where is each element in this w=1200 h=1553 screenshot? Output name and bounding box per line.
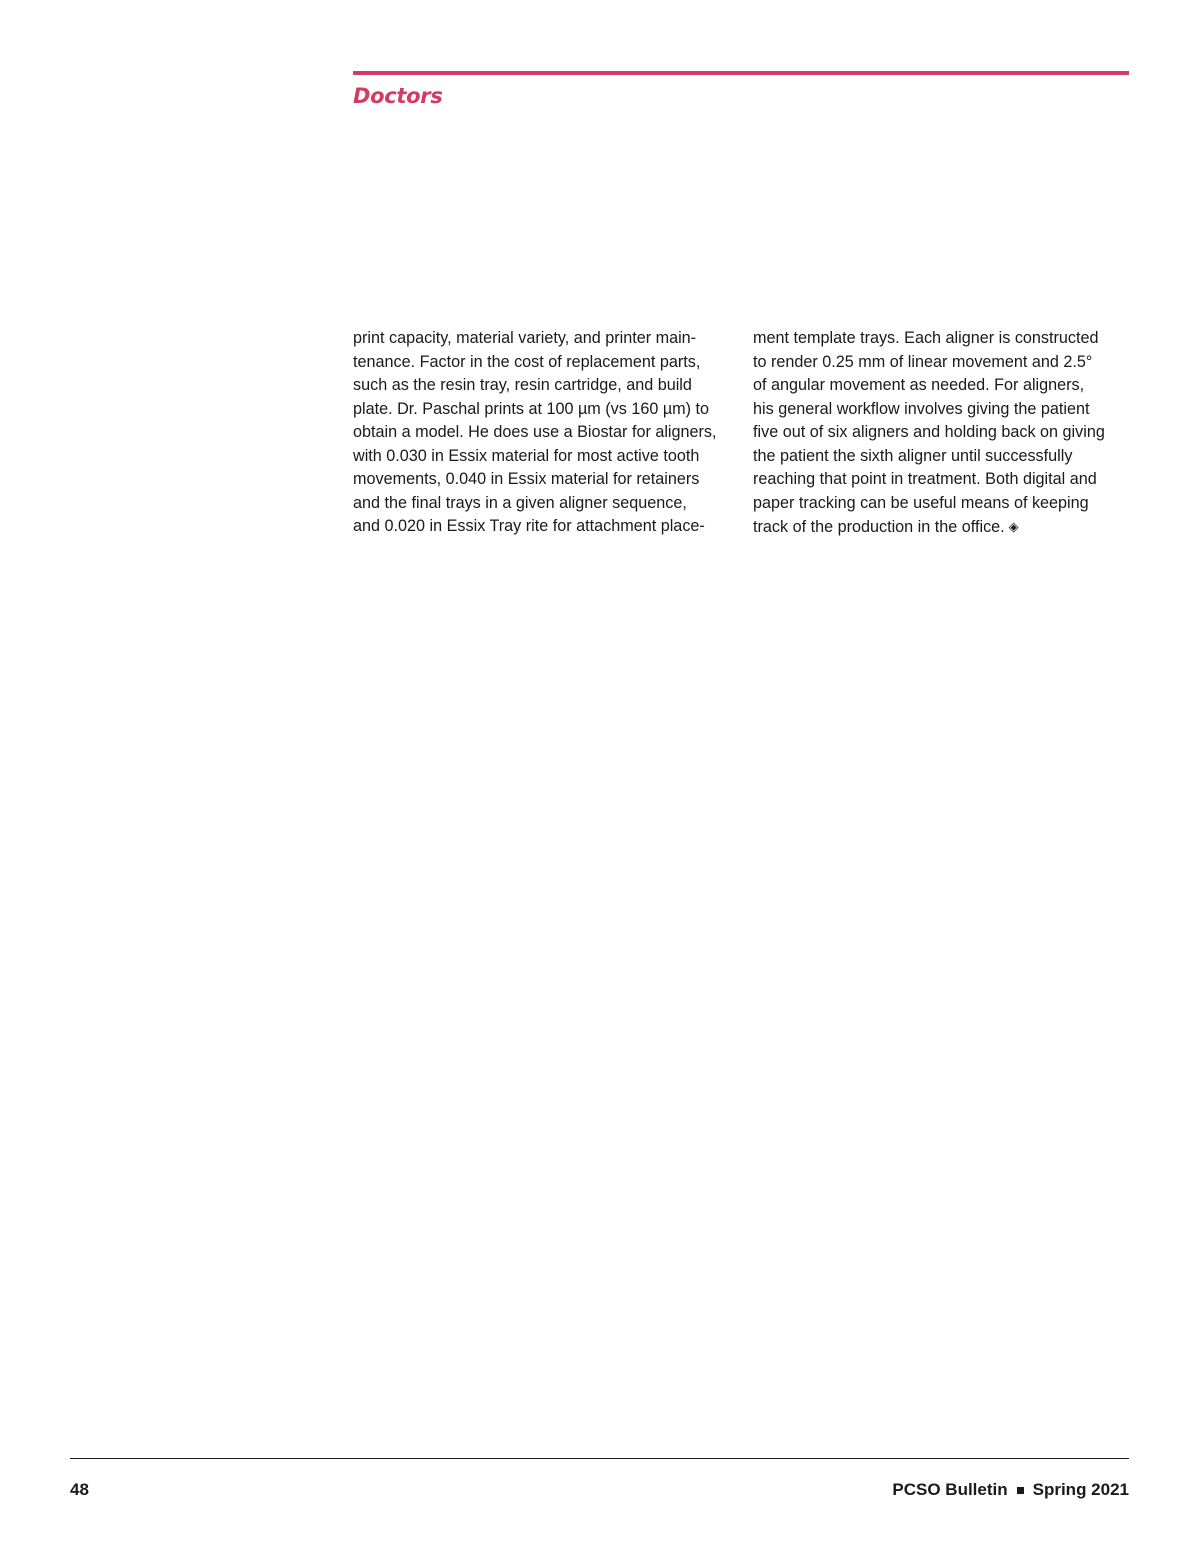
text-line: and 0.020 in Essix Tray rite for attachment place- — [353, 517, 705, 535]
text-line: reaching that point in treatment. Both digital and — [753, 470, 1097, 488]
footer-rule — [70, 1458, 1129, 1459]
page-number: 48 — [70, 1480, 89, 1499]
text-line: movements, 0.040 in Essix material for retainers — [353, 470, 700, 488]
text-line: print capacity, material variety, and printer main- — [353, 329, 697, 347]
section-title: Doctors — [353, 84, 443, 108]
text-line-final — [753, 515, 1129, 540]
text-line: his general workflow involves giving the patient — [753, 399, 1090, 418]
footer-publication-info — [892, 1480, 1129, 1500]
article-column-left — [353, 327, 729, 539]
text-line: with 0.030 in Essix material for most active tooth — [353, 446, 700, 465]
text-line: such as the resin tray, resin cartridge, and build — [353, 376, 692, 394]
diamond-end-mark-icon: ◈ — [1008, 519, 1019, 534]
publication-name: PCSO Bulletin — [892, 1480, 1008, 1499]
header-rule — [353, 71, 1129, 75]
text-line: plate. Dr. Paschal prints at 100 µm (vs 160 µm) to — [353, 399, 710, 418]
text-line: paper tracking can be useful means of keeping — [753, 493, 1089, 512]
text-line: to render 0.25 mm of linear movement and 2.5° — [753, 352, 1093, 371]
issue-label: Spring 2021 — [1032, 1480, 1129, 1499]
text-line: tenance. Factor in the cost of replacement parts, — [353, 352, 701, 371]
text-line: and the final trays in a given aligner sequence, — [353, 493, 687, 512]
square-separator-icon — [1017, 1487, 1024, 1494]
article-column-right — [753, 327, 1129, 540]
text-line: ment template trays. Each aligner is constructed — [753, 329, 1099, 347]
text-line: the patient the sixth aligner until successfully — [753, 446, 1073, 465]
text-line: five out of six aligners and holding back on giving — [753, 423, 1105, 441]
text-line-final-text: track of the production in the office. — [753, 518, 1005, 536]
text-line: of angular movement as needed. For aligners, — [753, 376, 1085, 394]
text-line: obtain a model. He does use a Biostar for aligners, — [353, 423, 717, 441]
